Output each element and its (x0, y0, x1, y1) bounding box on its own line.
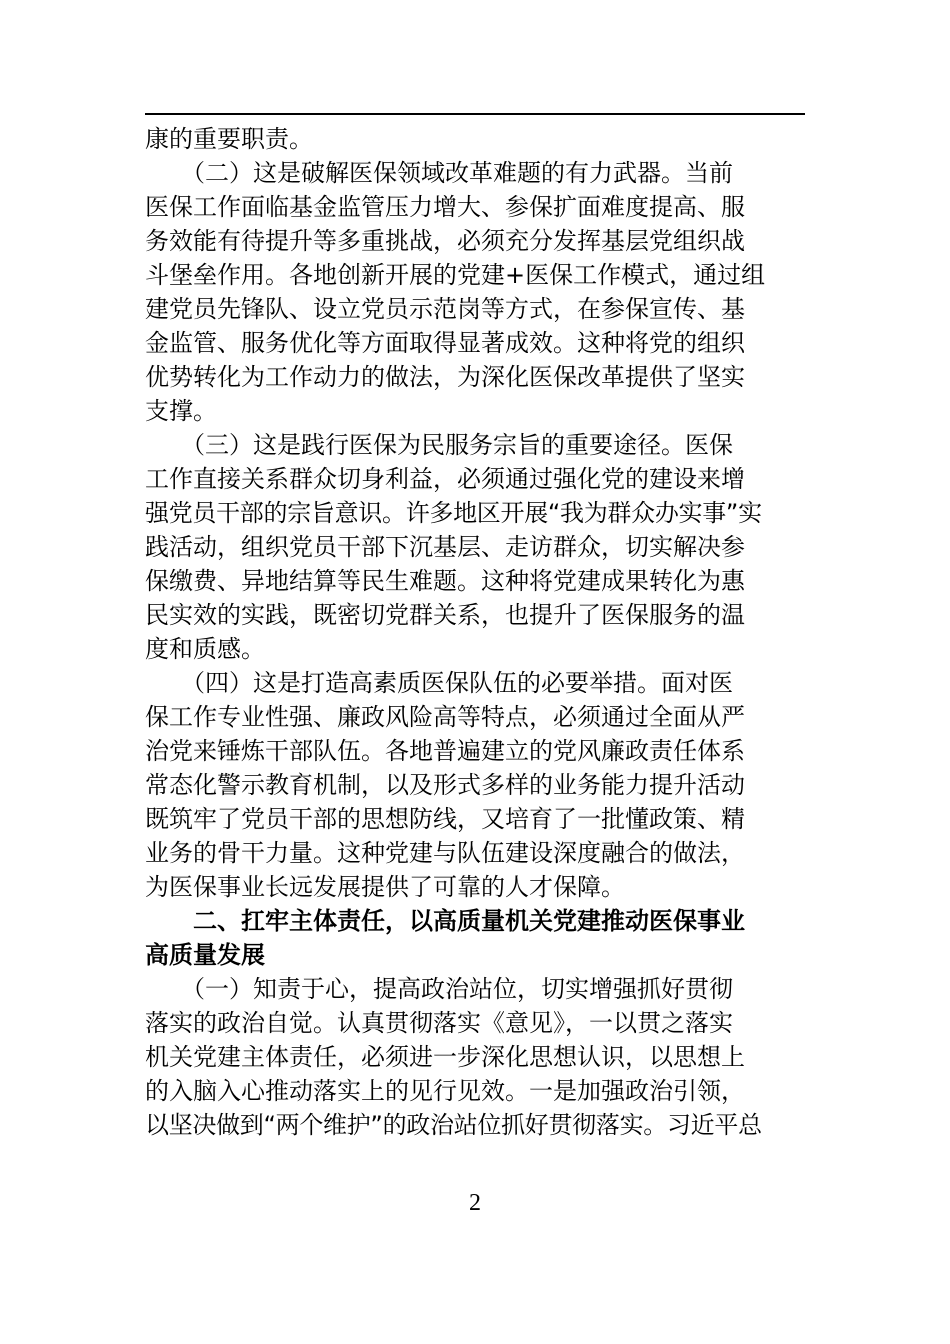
text-line: 强党员干部的宗旨意识。许多地区开展“我为群众办实事”实 (145, 499, 762, 527)
text-line: （二）这是破解医保领域改革难题的有力武器。当前 (145, 159, 733, 187)
section-heading: 高质量发展 (145, 941, 265, 969)
text-line: （四）这是打造高素质医保队伍的必要举措。面对医 (145, 669, 733, 697)
text-line: 践活动，组织党员干部下沉基层、走访群众，切实解决参 (145, 533, 745, 561)
text-line: 的入脑入心推动落实上的见行见效。一是加强政治引领， (145, 1077, 745, 1105)
text-line: 康的重要职责。 (145, 125, 313, 153)
text-line: 民实效的实践，既密切党群关系，也提升了医保服务的温 (145, 601, 745, 629)
text-line: 业务的骨干力量。这种党建与队伍建设深度融合的做法， (145, 839, 745, 867)
text-line: 金监管、服务优化等方面取得显著成效。这种将党的组织 (145, 329, 745, 357)
text-line: 保工作专业性强、廉政风险高等特点，必须通过全面从严 (145, 703, 745, 731)
text-line: 治党来锤炼干部队伍。各地普遍建立的党风廉政责任体系 (145, 737, 745, 765)
text-line: （三）这是践行医保为民服务宗旨的重要途径。医保 (145, 431, 733, 459)
text-line: （一）知责于心，提高政治站位，切实增强抓好贯彻 (145, 975, 733, 1003)
section-heading: 二、扛牢主体责任，以高质量机关党建推动医保事业 (145, 907, 745, 935)
text-line: 工作直接关系群众切身利益，必须通过强化党的建设来增 (145, 465, 745, 493)
page-number: 2 (469, 1190, 481, 1216)
text-line: 建党员先锋队、设立党员示范岗等方式，在参保宣传、基 (145, 295, 745, 323)
text-line: 为医保事业长远发展提供了可靠的人才保障。 (145, 873, 625, 901)
text-line: 机关党建主体责任，必须进一步深化思想认识，以思想上 (145, 1043, 745, 1071)
text-line: 优势转化为工作动力的做法，为深化医保改革提供了坚实 (145, 363, 745, 391)
text-line: 保缴费、异地结算等民生难题。这种将党建成果转化为惠 (145, 567, 745, 595)
text-line: 务效能有待提升等多重挑战，必须充分发挥基层党组织战 (145, 227, 745, 255)
text-line: 落实的政治自觉。认真贯彻落实《意见》，一以贯之落实 (145, 1009, 733, 1037)
text-line: 以坚决做到“两个维护”的政治站位抓好贯彻落实。习近平总 (145, 1111, 762, 1139)
text-line: 常态化警示教育机制，以及形式多样的业务能力提升活动 (145, 771, 745, 799)
document-body (145, 122, 805, 1142)
text-line: 医保工作面临基金监管压力增大、参保扩面难度提高、服 (145, 193, 745, 221)
text-line: 斗堡垒作用。各地创新开展的党建+医保工作模式，通过组 (145, 261, 766, 289)
text-line: 度和质感。 (145, 635, 265, 663)
text-line: 既筑牢了党员干部的思想防线，又培育了一批懂政策、精 (145, 805, 745, 833)
text-line: 支撑。 (145, 397, 217, 425)
header-rule (145, 113, 805, 115)
